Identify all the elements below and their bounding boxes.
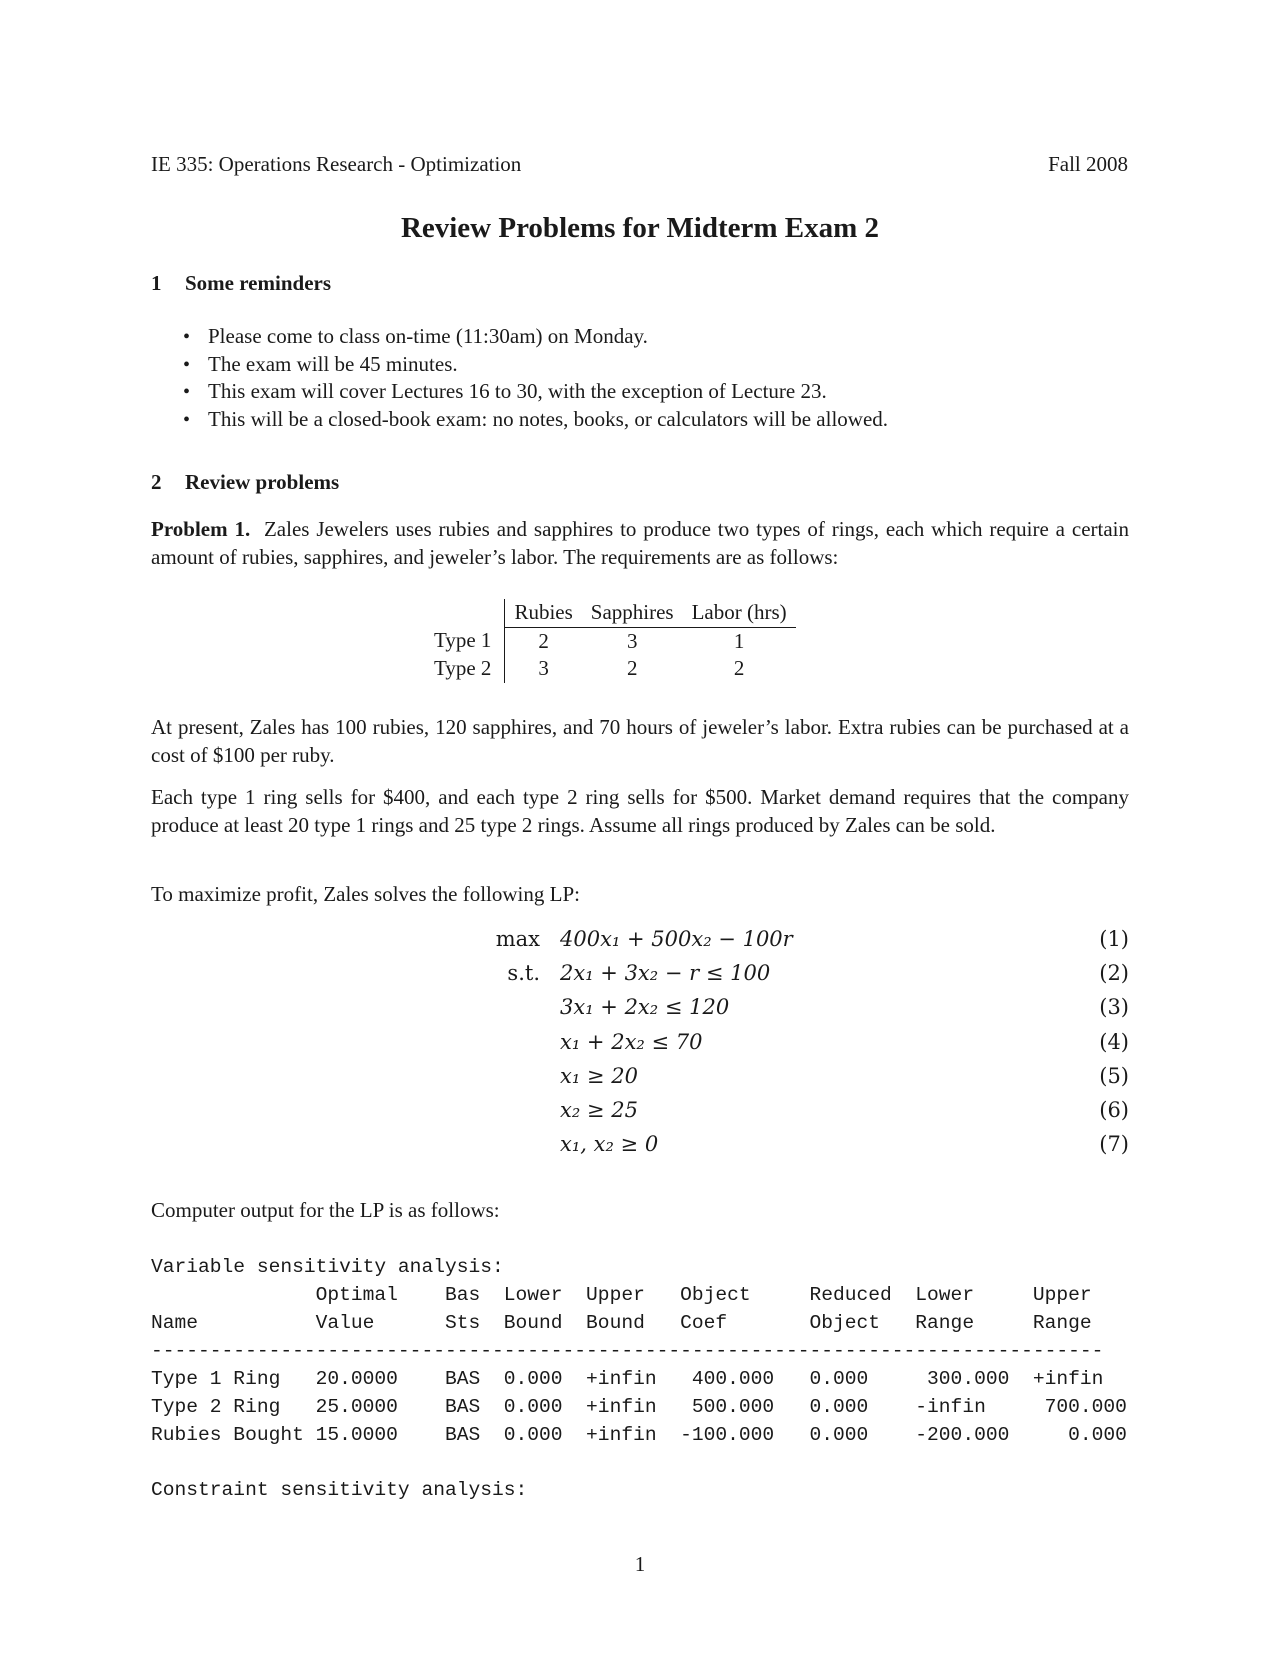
lp-row-expression: 2x₁ + 3x₂ − r ≤ 100 — [560, 961, 771, 985]
output-rule: --------------------------------------------------------------------------------- — [151, 1340, 1104, 1362]
lp-row-label: s.t. — [507, 961, 540, 985]
table-cell: 2 — [538, 628, 549, 653]
computer-output-intro: Computer output for the LP is as follows: — [151, 1198, 500, 1222]
table-cell: 2 — [733, 656, 745, 680]
lp-equation-number: (7) — [1099, 1132, 1129, 1156]
table-header-cell: Rubies — [505, 599, 582, 627]
section-2-heading — [151, 470, 339, 495]
lp-row — [0, 1132, 1280, 1166]
lp-equation-number: (5) — [1099, 1064, 1129, 1088]
variable-sensitivity-title: Variable sensitivity analysis: — [151, 1256, 504, 1278]
section-1-title: Some reminders — [185, 271, 332, 295]
lp-row — [0, 961, 1280, 995]
page-title: Review Problems for Midterm Exam 2 — [400, 212, 880, 244]
lp-equation-number: (6) — [1099, 1098, 1129, 1122]
reminder-item: • The exam will be 45 minutes. — [183, 351, 888, 379]
table-header-cell: Sapphires — [582, 599, 683, 627]
table-corner-cell — [425, 599, 505, 627]
problem-1-label: Problem 1. — [151, 517, 251, 541]
problem-1-demand: Each type 1 ring sells for $400, and each type 2 ring sells for $500. Market demand requires that the company produce at least 20 type 1 rings and 25 type 2 rings. Assume all rings produced by Zales can be sold. — [151, 785, 1129, 837]
table-cell: 1 — [733, 628, 745, 653]
reminder-item: • This will be a closed-book exam: no notes, books, or calculators will be allowed. — [183, 406, 888, 434]
lp-row-expression: x₁ ≥ 20 — [560, 1064, 638, 1088]
table-row-label: Type 1 — [425, 627, 505, 655]
reminder-item: • This exam will cover Lectures 16 to 30, with the exception of Lecture 23. — [183, 378, 888, 406]
problem-1-intro — [151, 515, 1129, 571]
table-row — [425, 627, 796, 655]
table-row-label: Type 2 — [425, 655, 505, 683]
requirements-table — [425, 599, 796, 683]
table-cell: 2 — [626, 656, 638, 680]
lp-row-label: max — [495, 927, 540, 951]
lp-row — [0, 995, 1280, 1029]
problem-1-intro-text: Zales Jewelers uses rubies and sapphires to produce two types of rings, each which require a certain amount of rubies, sapphires, and jeweler’s labor. The requirements are as follows: — [151, 517, 1129, 569]
reminder-item: • Please come to class on-time (11:30am) on Monday. — [183, 323, 888, 351]
lp-equation-number: (2) — [1099, 961, 1129, 985]
constraint-sensitivity-title: Constraint sensitivity analysis: — [151, 1479, 528, 1501]
lp-row — [0, 927, 1280, 961]
output-row: Type 2 Ring 25.0000 BAS 0.000 +infin 500.000 0.000 -infin 700.000 — [151, 1396, 1127, 1418]
table-header-cell: Labor (hrs) — [683, 599, 796, 627]
problem-1-resources: At present, Zales has 100 rubies, 120 sapphires, and 70 hours of jeweler’s labor. Extra rubies can be purchased at a cost of $100 per ruby. — [151, 715, 1129, 767]
lp-equation-number: (4) — [1099, 1030, 1129, 1054]
lp-row — [0, 1030, 1280, 1064]
table-cell: 3 — [626, 628, 638, 653]
lp-equation-number: (3) — [1099, 995, 1129, 1019]
section-2-title: Review problems — [185, 470, 340, 494]
page-number: 1 — [634, 1552, 646, 1576]
course-header: IE 335: Operations Research - Optimization — [151, 152, 522, 176]
lp-row — [0, 1064, 1280, 1098]
lp-row — [0, 1098, 1280, 1132]
output-header-line-2: Name Value Sts Bound Bound Coef Object Range Range — [151, 1312, 1092, 1334]
output-row: Type 1 Ring 20.0000 BAS 0.000 +infin 400.000 0.000 300.000 +infin — [151, 1368, 1104, 1390]
section-1-heading — [151, 271, 331, 296]
table-cell: 3 — [538, 656, 549, 680]
lp-equation-number: (1) — [1099, 927, 1129, 951]
term-header: Fall 2008 — [1048, 152, 1128, 176]
table-row — [425, 655, 796, 683]
lp-row-expression: 3x₁ + 2x₂ ≤ 120 — [560, 995, 730, 1019]
lp-row-expression: x₁, x₂ ≥ 0 — [560, 1132, 659, 1156]
section-1-number: 1 — [151, 271, 162, 295]
lp-row-expression: x₁ + 2x₂ ≤ 70 — [560, 1030, 703, 1054]
output-header-line-1: Optimal Bas Lower Upper Object Reduced Lower Upper — [151, 1284, 1092, 1306]
output-row: Rubies Bought 15.0000 BAS 0.000 +infin -100.000 0.000 -200.000 0.000 — [151, 1424, 1127, 1446]
problem-1-lp-intro: To maximize profit, Zales solves the following LP: — [151, 882, 580, 906]
table-header-row — [425, 599, 796, 627]
reminders-list — [183, 323, 888, 433]
lp-row-expression: x₂ ≥ 25 — [560, 1098, 638, 1122]
lp-row-expression: 400x₁ + 500x₂ − 100r — [560, 927, 793, 951]
section-2-number: 2 — [151, 470, 162, 494]
